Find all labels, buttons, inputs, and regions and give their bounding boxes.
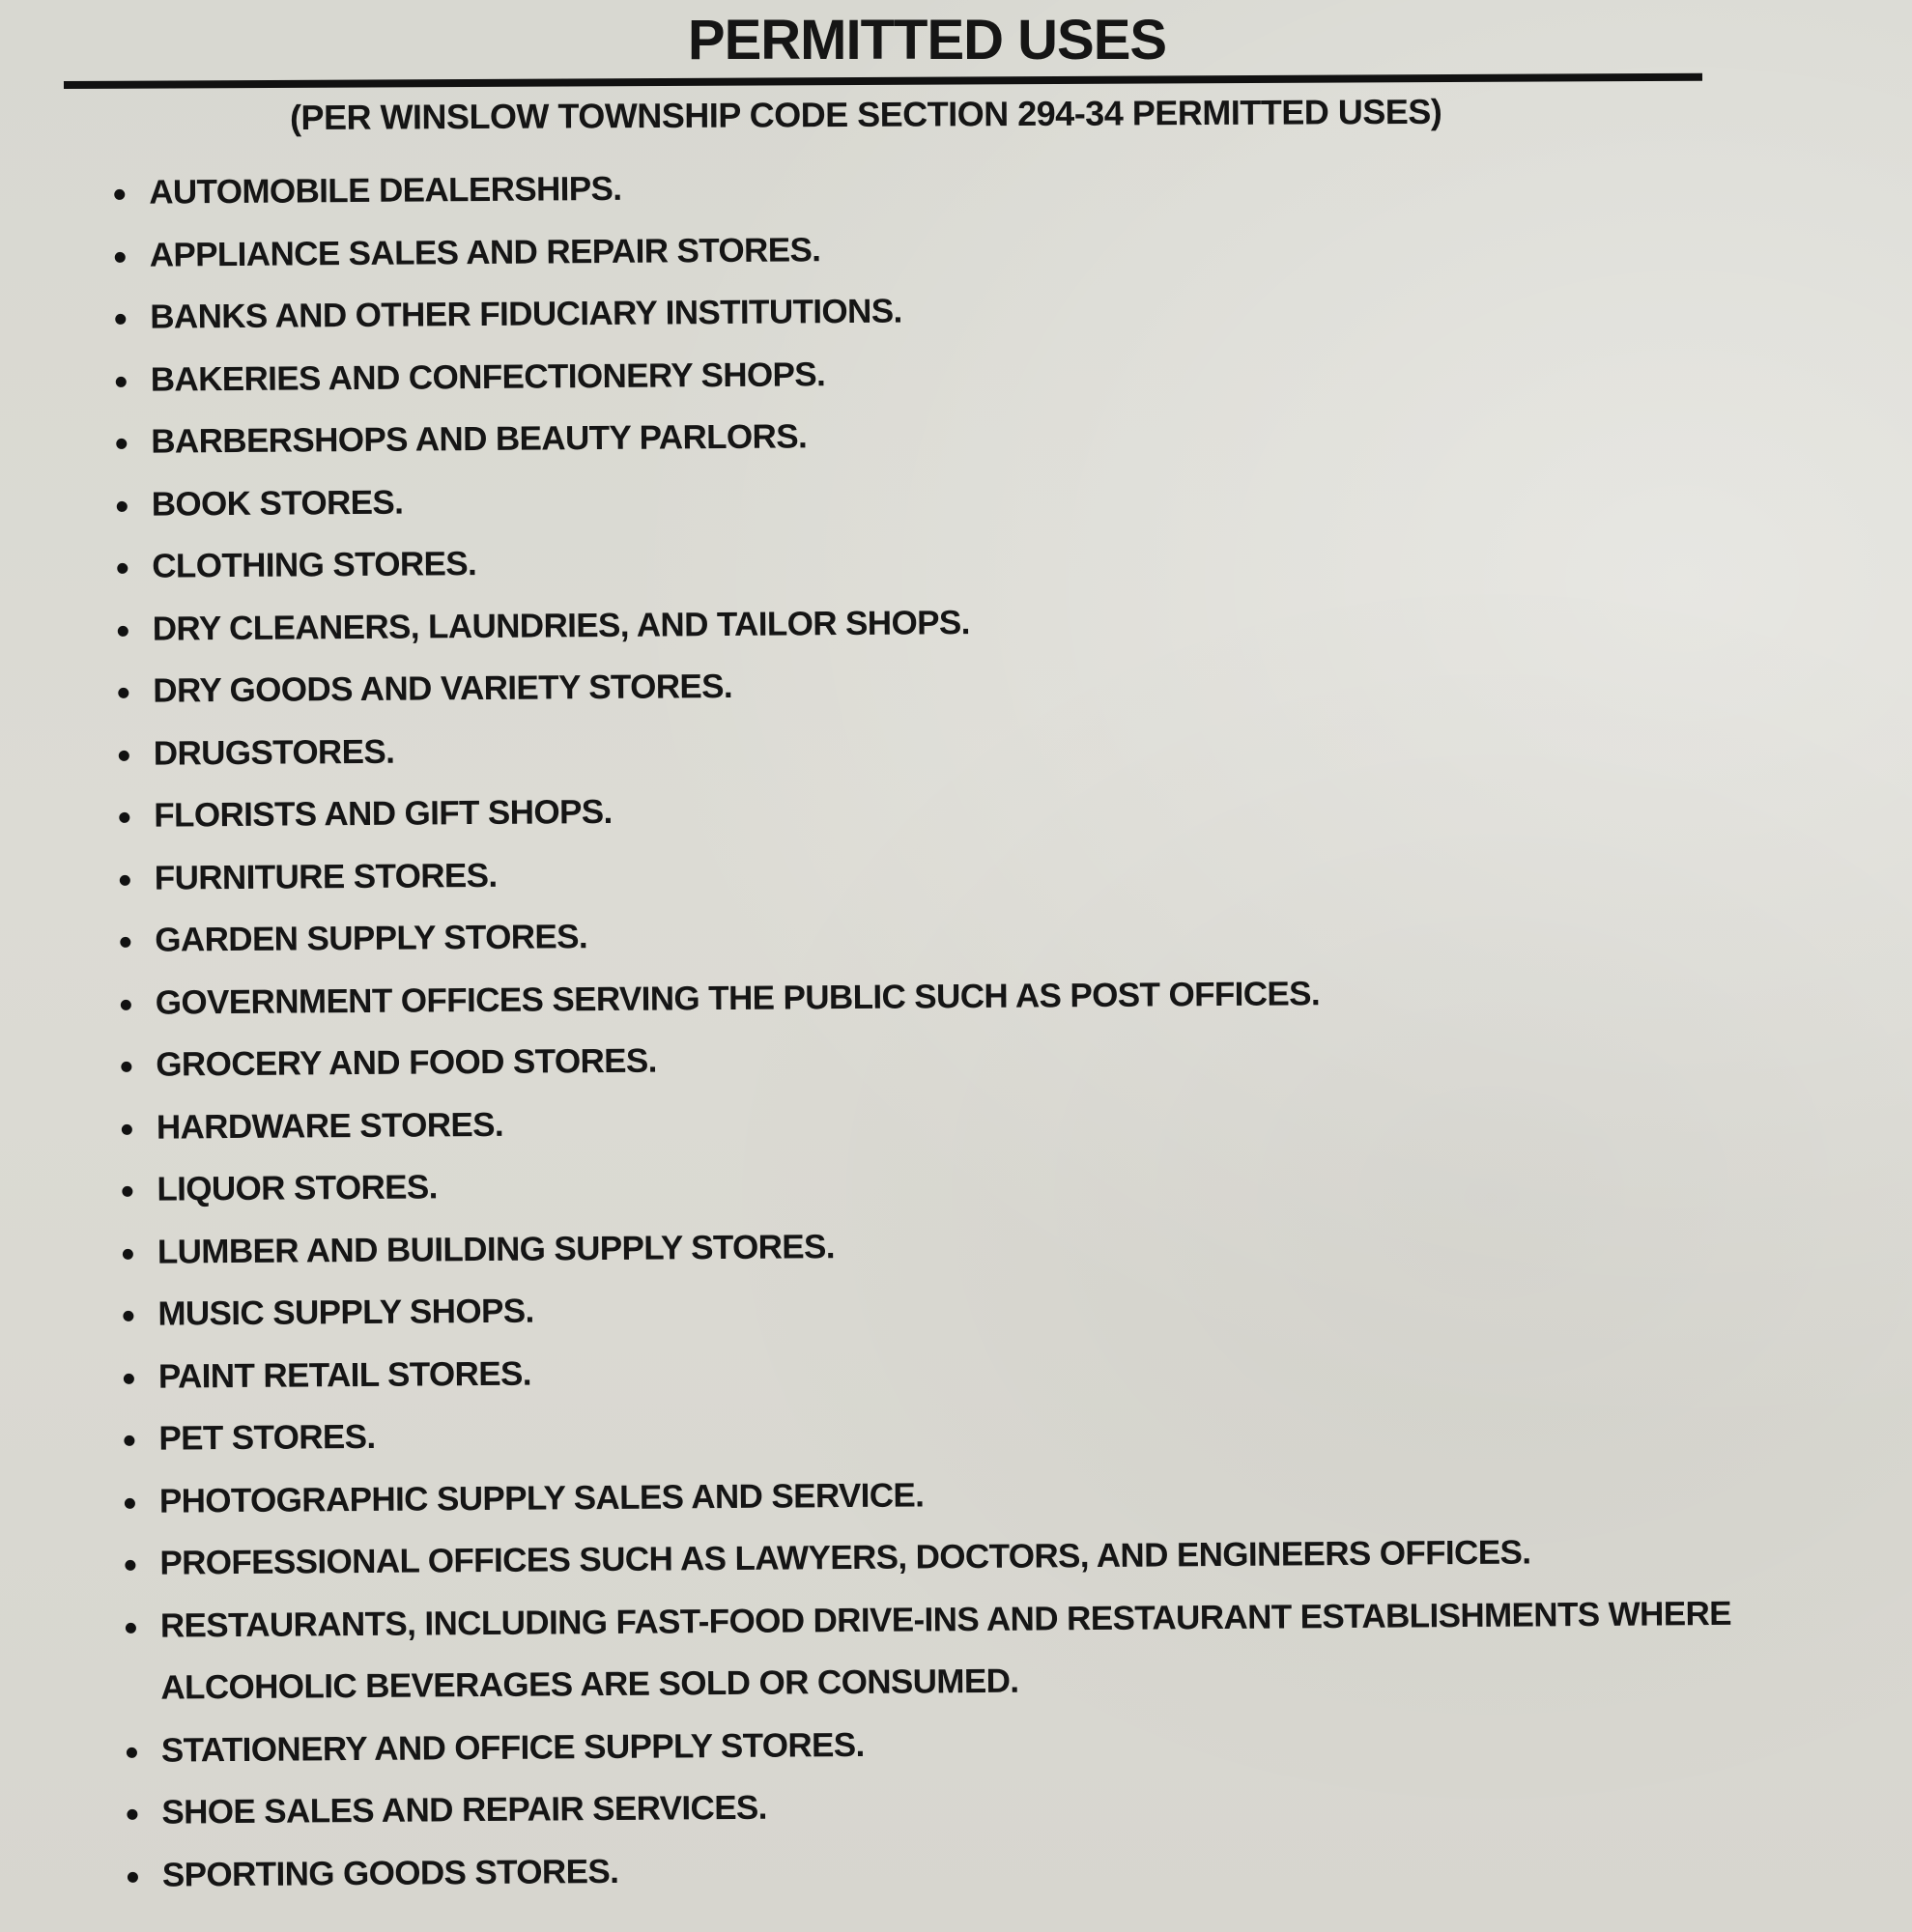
list-item-text: FLORISTS AND GIFT SHOPS. [154, 792, 613, 835]
list-item-text: CLOTHING STORES. [152, 545, 477, 585]
list-item-text: PROFESSIONAL OFFICES SUCH AS LAWYERS, DOCTORS, AND ENGINEERS OFFICES. [159, 1533, 1531, 1582]
list-item-text: BOOK STORES. [151, 483, 404, 524]
bullet-icon [125, 1560, 135, 1571]
bullet-icon [118, 625, 128, 636]
list-item-text: DRY GOODS AND VARIETY STORES. [153, 667, 733, 710]
list-item-text: SHOE SALES AND REPAIR SERVICES. [161, 1788, 768, 1832]
bullet-icon [117, 563, 128, 574]
list-item-text: GOVERNMENT OFFICES SERVING THE PUBLIC SUCH AS POST OFFICES. [155, 974, 1321, 1022]
bullet-icon [116, 376, 127, 386]
list-item-text: APPLIANCE SALES AND REPAIR STORES. [149, 230, 821, 274]
list-item-text: LUMBER AND BUILDING SUPPLY STORES. [157, 1227, 836, 1271]
list-item-text: BARBERSHOPS AND BEAUTY PARLORS. [151, 417, 808, 461]
bullet-icon [116, 439, 127, 449]
list-item-text: DRUGSTORES. [153, 732, 395, 773]
bullet-icon [114, 189, 125, 200]
bullet-icon [115, 314, 126, 325]
list-item-text: SPORTING GOODS STORES. [161, 1852, 619, 1894]
list-item-text: PAINT RETAIL STORES. [157, 1354, 532, 1396]
list-item-text: STATIONERY AND OFFICE SUPPLY STORES. [160, 1725, 865, 1770]
bullet-icon [121, 1062, 131, 1072]
bullet-icon [124, 1435, 134, 1446]
list-item-text: DRY CLEANERS, LAUNDRIES, AND TAILOR SHOPS. [152, 603, 970, 648]
bullet-icon [120, 874, 130, 885]
list-item-text: GARDEN SUPPLY STORES. [155, 918, 588, 959]
list-item-text: PET STORES. [158, 1417, 376, 1458]
list-item-text: AUTOMOBILE DEALERSHIPS. [149, 169, 622, 212]
list-item-text: FURNITURE STORES. [154, 856, 498, 897]
bullet-icon [121, 999, 131, 1009]
list-item-text: HARDWARE STORES. [156, 1105, 504, 1147]
bullet-icon [123, 1248, 133, 1259]
bullet-icon [125, 1497, 135, 1508]
bullet-icon [119, 750, 129, 760]
bullet-icon [122, 1186, 132, 1197]
bullet-icon [120, 937, 130, 948]
list-item-text: LIQUOR STORES. [157, 1168, 438, 1208]
bullet-icon [126, 1622, 136, 1633]
bullet-icon [128, 1871, 138, 1882]
list-item-text: RESTAURANTS, INCLUDING FAST-FOOD DRIVE-INS AND RESTAURANT ESTABLISHMENTS WHERE ALCOHOLIC BEVERAGES ARE SOLD OR CONSUMED. [159, 1594, 1732, 1707]
bullet-icon [127, 1809, 137, 1820]
title-divider [64, 73, 1702, 89]
list-item-text: PHOTOGRAPHIC SUPPLY SALES AND SERVICE. [158, 1475, 925, 1520]
bullet-icon [127, 1747, 137, 1757]
list-item-text: GROCERY AND FOOD STORES. [156, 1041, 657, 1084]
list-item-text: BAKERIES AND CONFECTIONERY SHOPS. [150, 355, 826, 399]
list-item-text: BANKS AND OTHER FIDUCIARY INSTITUTIONS. [150, 292, 902, 336]
bullet-icon [119, 812, 129, 823]
permitted-uses-list [108, 149, 1785, 1906]
list-item [122, 1832, 1785, 1907]
bullet-icon [115, 251, 126, 262]
bullet-icon [122, 1123, 132, 1134]
bullet-icon [123, 1311, 133, 1321]
list-item [120, 1582, 1765, 1719]
page-subtitle: (PER WINSLOW TOWNSHIP CODE SECTION 294-34 PERMITTED USES) [289, 91, 1442, 137]
bullet-icon [117, 500, 128, 511]
page-title: PERMITTED USES [687, 9, 1167, 71]
bullet-icon [118, 688, 128, 698]
bullet-icon [124, 1373, 134, 1383]
list-item-text: MUSIC SUPPLY SHOPS. [157, 1292, 534, 1333]
